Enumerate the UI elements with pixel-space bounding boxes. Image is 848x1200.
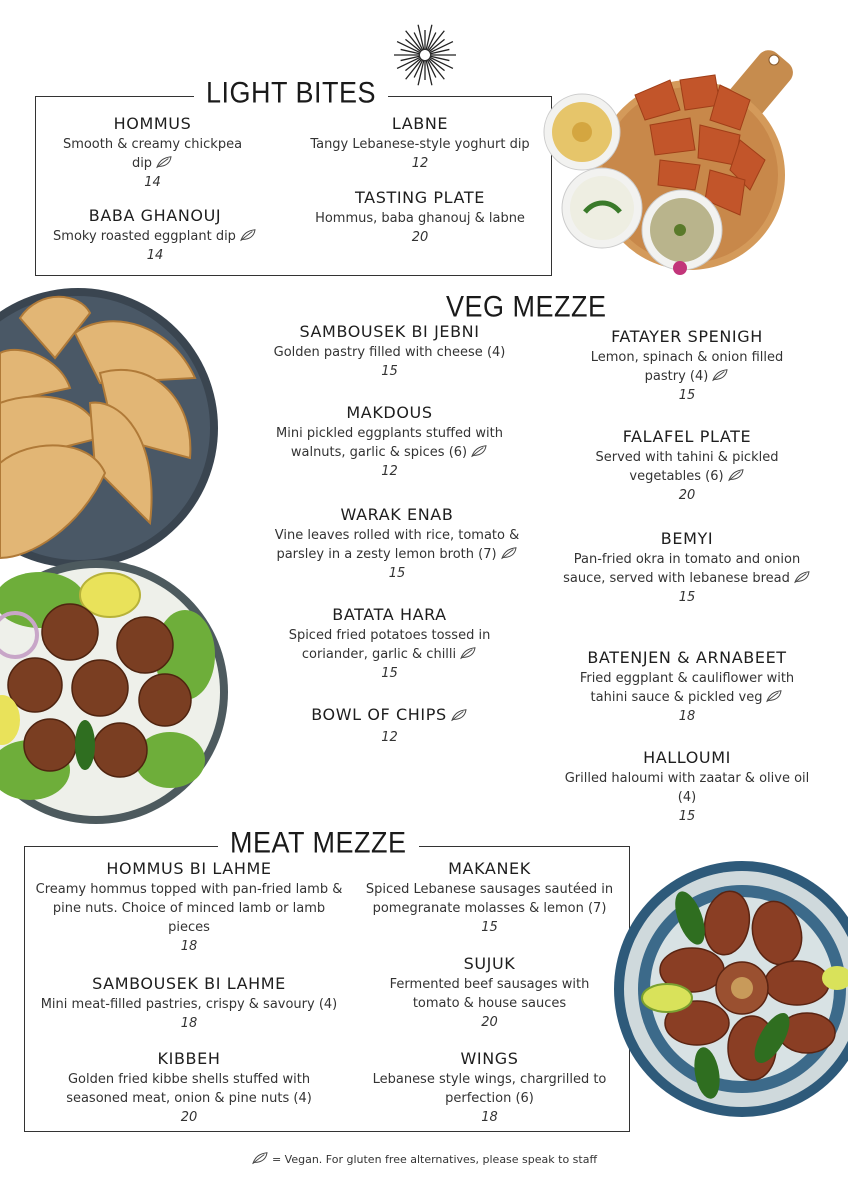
item-price: 15 (678, 590, 696, 605)
item-price: 15 (388, 566, 406, 581)
menu-item (555, 648, 819, 726)
item-desc: Smooth & creamy chickpea dip (62, 137, 243, 171)
leaf-icon (459, 646, 477, 660)
leaf-icon (450, 708, 468, 722)
item-desc: Smoky roasted eggplant dip (40, 227, 270, 246)
menu-item (292, 188, 548, 247)
item-desc: Grilled haloumi with zaatar & olive oil (4) (564, 771, 810, 805)
menu-item (252, 322, 527, 381)
item-price: 18 (180, 939, 198, 954)
menu-item (352, 859, 627, 937)
item-desc: Fermented beef sausages with tomato & house sauces (389, 977, 590, 1011)
item-name: BOWL OF CHIPS (252, 705, 527, 725)
falafel-plate-image (0, 560, 232, 825)
menu-item (555, 529, 819, 607)
item-name: FATAYER SPENIGH (611, 327, 763, 346)
item-desc: Golden pastry filled with cheese (4) (273, 345, 506, 360)
menu-item (45, 114, 260, 192)
item-desc: Fried eggplant & cauliflower with tahini sauce & pickled veg (579, 671, 795, 705)
menu-item (352, 954, 627, 1032)
item-desc: Golden fried kibbe shells stuffed with seasoned meat, onion & pine nuts (4) (66, 1072, 312, 1106)
menu-item (30, 859, 348, 956)
leaf-icon (155, 155, 173, 169)
item-price: 20 (481, 1015, 498, 1030)
leaf-icon (727, 468, 745, 482)
item-name: BEMYI (660, 529, 714, 548)
leaf-icon (239, 228, 257, 242)
item-desc: Spiced fried potatoes tossed in coriander, garlic & chilli (288, 628, 491, 662)
item-price: 20 (678, 488, 696, 503)
item-desc: Served with tahini & pickled vegetables (6) (595, 450, 779, 484)
item-price: 15 (381, 364, 398, 379)
menu-item (292, 114, 548, 173)
item-desc: Vine leaves rolled with rice, tomato & parsley in a zesty lemon broth (7) (274, 528, 520, 562)
item-name: BATATA HARA (332, 605, 447, 624)
item-price: 15 (678, 809, 696, 824)
item-price: 12 (381, 464, 398, 479)
item-desc: Mini meat-filled pastries, crispy & savoury (4) (40, 997, 338, 1012)
item-price: 15 (381, 666, 398, 681)
menu-item (252, 403, 527, 481)
kibbeh-plate-image (612, 858, 848, 1120)
light-bites-title: LIGHT BITES (194, 77, 388, 110)
item-price: 14 (146, 248, 164, 263)
item-price: 15 (481, 920, 498, 935)
item-name: HOMMUS BI LAHME (106, 859, 272, 878)
leaf-icon (470, 444, 488, 458)
item-name: LABNE (391, 114, 449, 133)
item-desc: Mini pickled eggplants stuffed with walnuts, garlic & spices (6) (276, 426, 503, 460)
item-desc: Hommus, baba ghanouj & labne (315, 211, 525, 226)
item-price: 14 (144, 175, 161, 190)
item-name: BATENJEN & ARNABEET (587, 648, 787, 667)
menu-item (555, 327, 819, 405)
item-name: SUJUK (463, 954, 516, 973)
item-name: WINGS (460, 1049, 519, 1068)
leaf-icon (500, 546, 518, 560)
item-name: WARAK ENAB (340, 505, 454, 524)
menu-item (252, 605, 527, 683)
item-name: MAKANEK (448, 859, 531, 878)
menu-item (40, 206, 270, 265)
item-name: KIBBEH (157, 1049, 221, 1068)
item-desc: Lebanese style wings, chargrilled to perfection (6) (372, 1072, 607, 1106)
item-name: TASTING PLATE (355, 188, 485, 207)
item-price: 12 (411, 156, 429, 171)
menu-item (555, 748, 819, 826)
item-desc: Creamy hommus topped with pan-fried lamb & pine nuts. Choice of minced lamb or lamb pieces (35, 882, 343, 935)
item-desc: Spiced Lebanese sausages sautéed in pomegranate molasses & lemon (7) (365, 882, 614, 916)
item-name: SAMBOUSEK BI JEBNI (299, 322, 480, 341)
sunburst-icon (392, 22, 458, 88)
item-desc: Lemon, spinach & onion filled pastry (4) (590, 350, 784, 384)
menu-item (30, 974, 348, 1033)
item-name: HOMMUS (113, 114, 192, 133)
leaf-icon (765, 689, 783, 703)
menu-item (555, 427, 819, 505)
item-name: MAKDOUS (346, 403, 433, 422)
meat-mezze-title: MEAT MEZZE (218, 827, 419, 860)
menu-item (252, 505, 542, 583)
leaf-icon (251, 1151, 269, 1165)
sambousek-plate-image (0, 288, 222, 573)
item-price: 20 (180, 1110, 198, 1125)
item-price: 18 (678, 709, 696, 724)
menu-item (30, 1049, 348, 1127)
menu-item (252, 705, 527, 747)
footer-note: = Vegan. For gluten free alternatives, please speak to staff (0, 1151, 848, 1166)
item-name: BABA GHANOUJ (88, 206, 222, 225)
dips-platter-image (540, 40, 800, 285)
item-name: HALLOUMI (643, 748, 731, 767)
item-desc: Pan-fried okra in tomato and onion sauce, served with lebanese bread (555, 550, 819, 588)
item-price: 18 (180, 1016, 198, 1031)
leaf-icon (711, 368, 729, 382)
leaf-icon (793, 570, 811, 584)
menu-item (352, 1049, 627, 1127)
item-name: SAMBOUSEK BI LAHME (92, 974, 286, 993)
item-price: 12 (381, 730, 398, 745)
veg-mezze-title: VEG MEZZE (446, 290, 607, 324)
item-desc: Tangy Lebanese-style yoghurt dip (310, 137, 530, 152)
item-name: FALAFEL PLATE (622, 427, 752, 446)
item-price: 18 (481, 1110, 498, 1125)
item-price: 20 (411, 230, 429, 245)
item-price: 15 (678, 388, 696, 403)
